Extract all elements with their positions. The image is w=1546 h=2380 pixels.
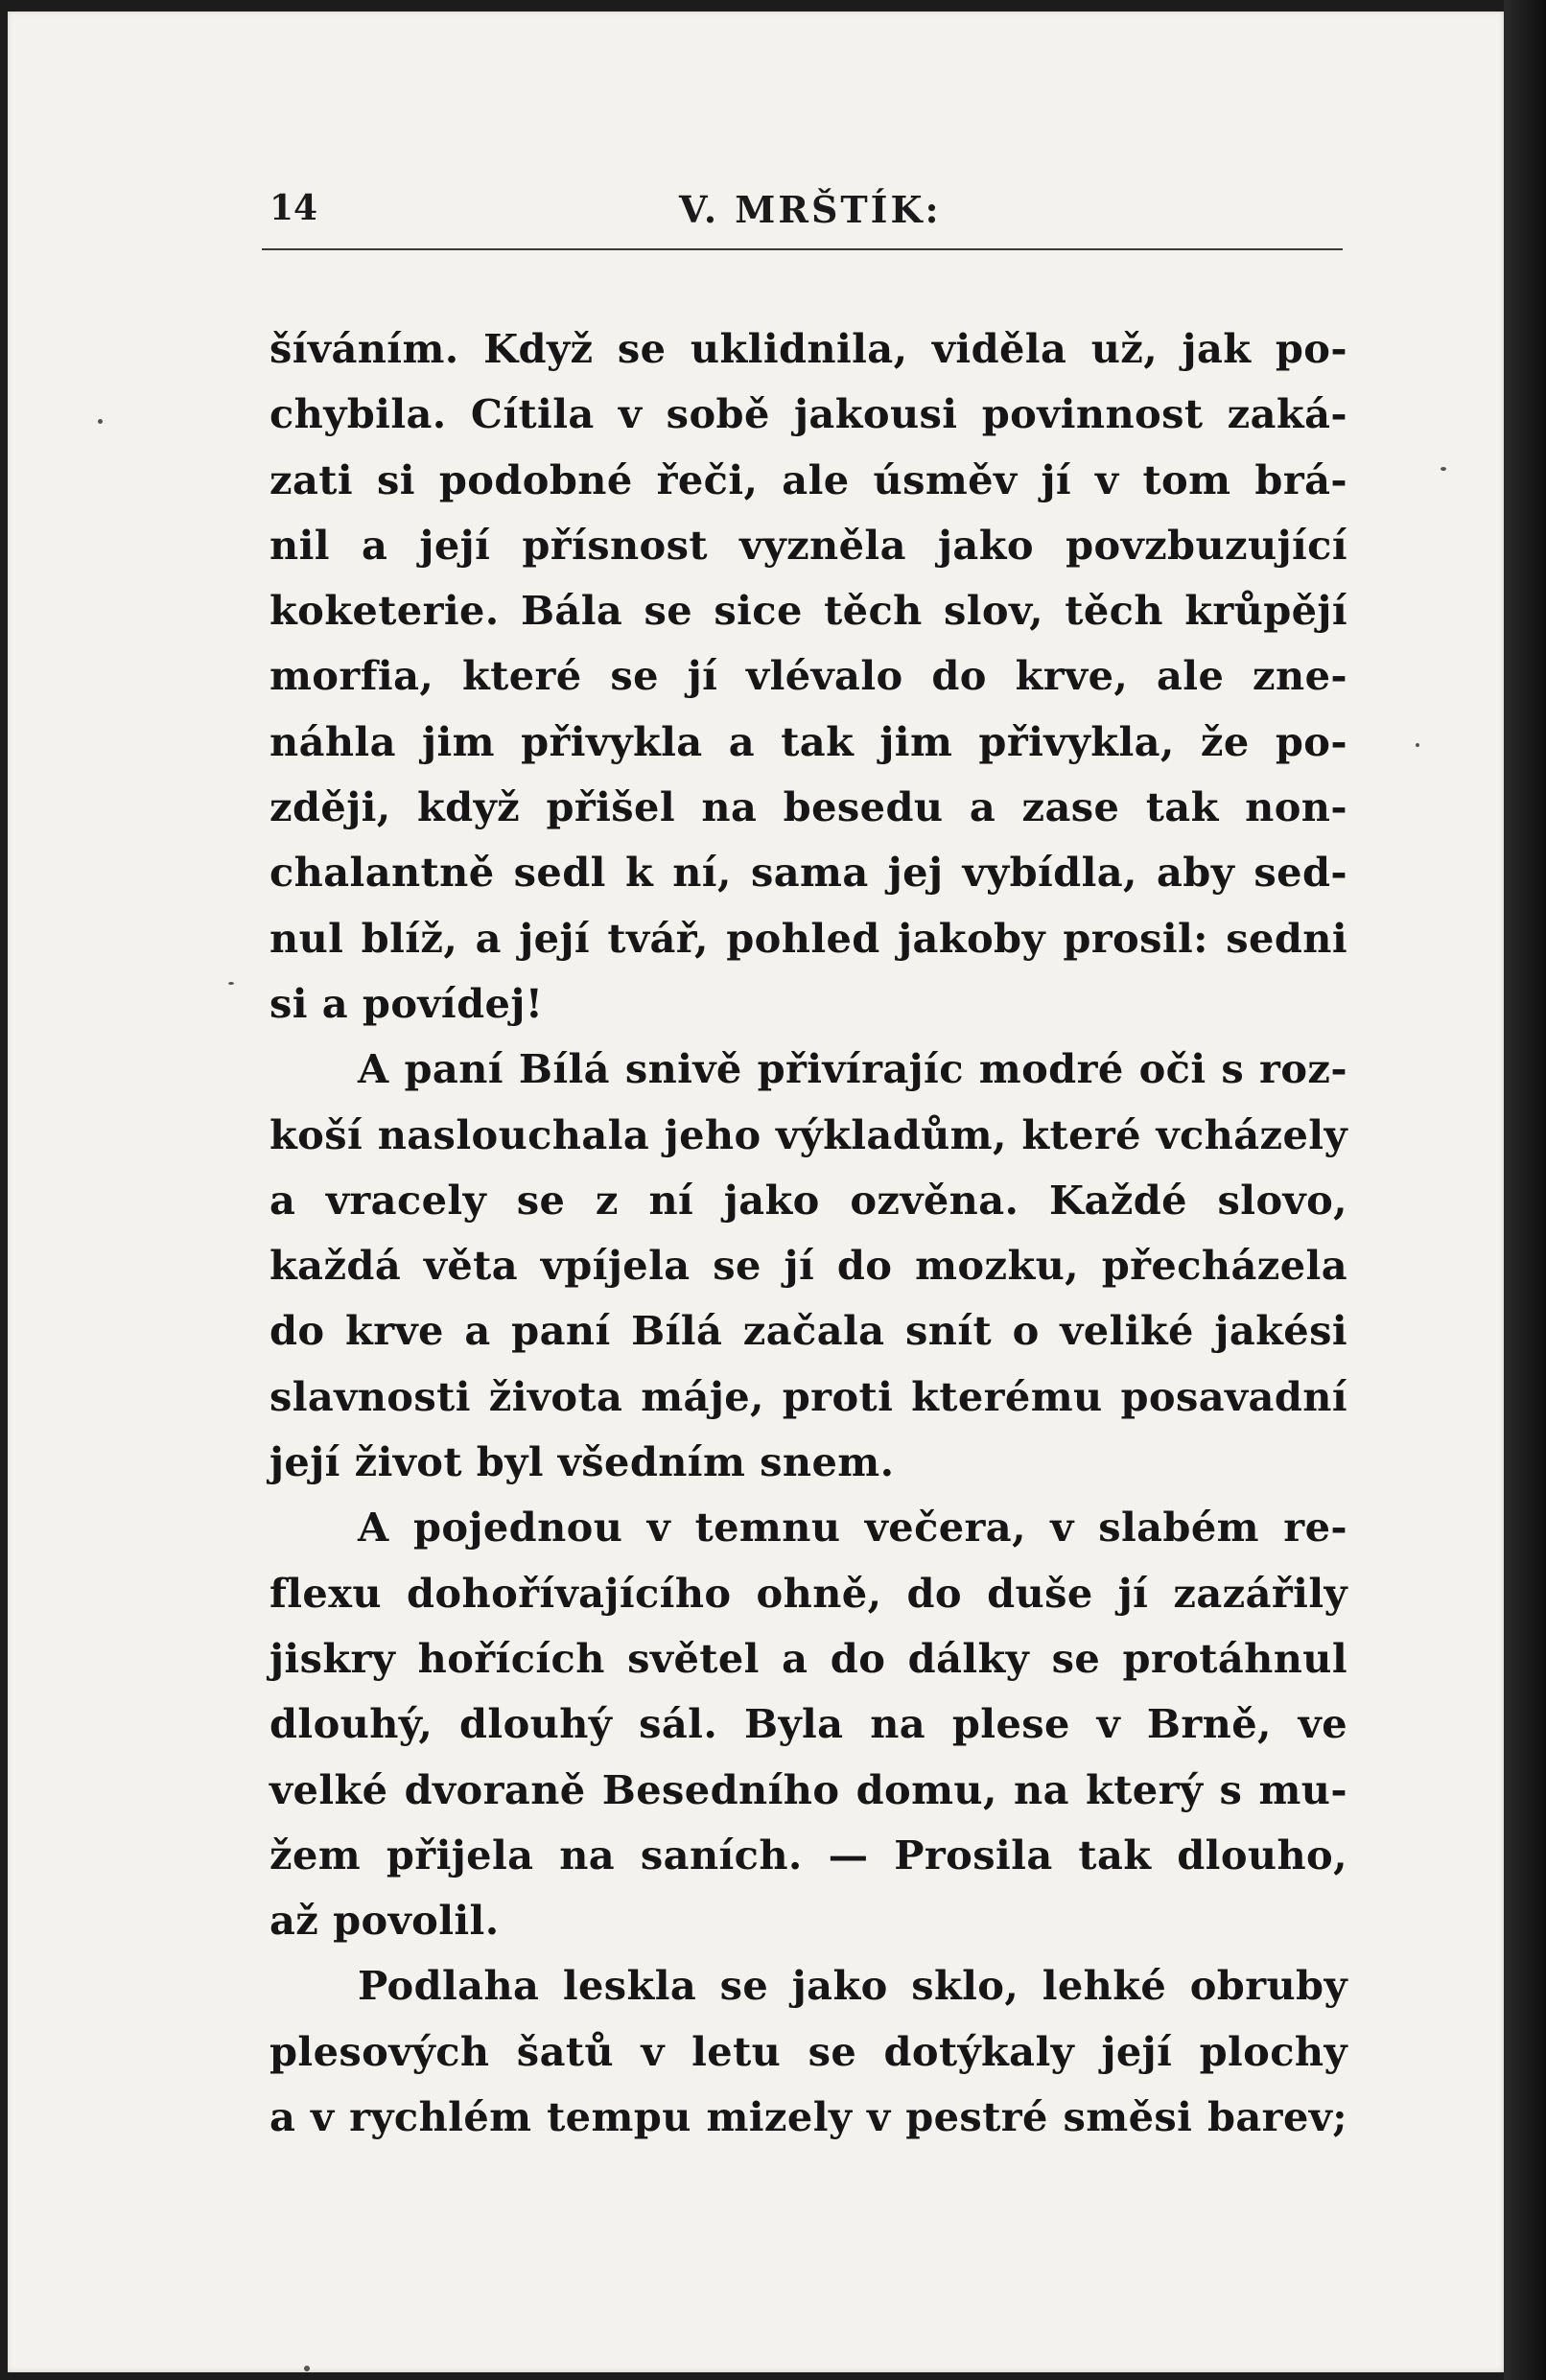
text-line: koketerie. Bála se sice těch slov, těch krůpějí bbox=[269, 587, 1347, 635]
scan-speck bbox=[304, 2366, 310, 2371]
paragraph-2 bbox=[269, 1037, 1347, 1495]
header-rule bbox=[262, 248, 1343, 250]
text-line: jiskry hořících světel a do dálky se protáhnul bbox=[269, 1634, 1347, 1682]
text-line: morfia, které se jí vlévalo do krve, ale zne- bbox=[269, 652, 1347, 700]
text-line: koší naslouchala jeho výkladům, které vcházely bbox=[269, 1110, 1347, 1158]
text-line: zati si podobné řeči, ale úsměv jí v tom brá- bbox=[269, 455, 1347, 503]
scan-speck bbox=[98, 419, 103, 424]
text-line: žem přijela na saních. — Prosila tak dlouho, bbox=[269, 1831, 1347, 1878]
text-line: a v rychlém tempu mizely v pestré směsi barev; bbox=[269, 2093, 1347, 2141]
text-line: její život byl všedním snem. bbox=[269, 1438, 895, 1486]
text-line: dlouhý, dlouhý sál. Byla na plese v Brně, ve bbox=[269, 1700, 1347, 1748]
text-line: zději, když přišel na besedu a zase tak non- bbox=[269, 783, 1347, 831]
scan-speck bbox=[228, 982, 234, 985]
paragraph-3 bbox=[269, 1495, 1347, 1953]
scan-speck bbox=[1416, 743, 1419, 747]
text-line: šíváním. Když se uklidnila, viděla už, jak po- bbox=[269, 325, 1347, 372]
paragraph-1 bbox=[269, 316, 1347, 1037]
text-line: slavnosti života máje, proti kterému posavadní bbox=[269, 1372, 1347, 1420]
text-line: náhla jim přivykla a tak jim přivykla, že po- bbox=[269, 717, 1347, 765]
text-line: do krve a paní Bílá začala snít o veliké jakési bbox=[269, 1307, 1347, 1355]
text-line: flexu dohořívajícího ohně, do duše jí zazářily bbox=[269, 1569, 1347, 1617]
page-number: 14 bbox=[269, 188, 318, 228]
page-header bbox=[262, 182, 1341, 232]
paragraph-4 bbox=[269, 1953, 1347, 2150]
text-line: každá věta vpíjela se jí do mozku, přecházela bbox=[269, 1242, 1347, 1290]
text-line: nil a její přísnost vyzněla jako povzbuzující bbox=[269, 521, 1347, 569]
text-line: plesových šatů v letu se dotýkaly její plochy bbox=[269, 2027, 1347, 2075]
body-text bbox=[269, 316, 1347, 2150]
text-line: a vracely se z ní jako ozvěna. Každé slovo, bbox=[269, 1176, 1347, 1224]
text-line: chybila. Cítila v sobě jakousi povinnost zaká- bbox=[269, 390, 1347, 438]
scan-speck bbox=[1441, 467, 1446, 471]
text-line: si a povídej! bbox=[269, 979, 544, 1027]
book-page bbox=[8, 12, 1504, 2372]
text-line: Podlaha leskla se jako sklo, lehké obruby bbox=[358, 1962, 1347, 2010]
running-title: V. MRŠTÍK: bbox=[679, 188, 942, 231]
text-line: až povolil. bbox=[269, 1897, 500, 1945]
text-line: chalantně sedl k ní, sama jej vybídla, aby sed- bbox=[269, 849, 1347, 897]
text-line: velké dvoraně Besedního domu, na který s mu- bbox=[269, 1765, 1347, 1813]
text-line: A pojednou v temnu večera, v slabém re- bbox=[358, 1504, 1347, 1552]
binding-edge bbox=[1504, 0, 1546, 2380]
text-line: nul blíž, a její tvář, pohled jakoby prosil: sedni bbox=[269, 914, 1347, 962]
text-line: A paní Bílá snivě přivírajíc modré oči s roz- bbox=[358, 1045, 1347, 1093]
